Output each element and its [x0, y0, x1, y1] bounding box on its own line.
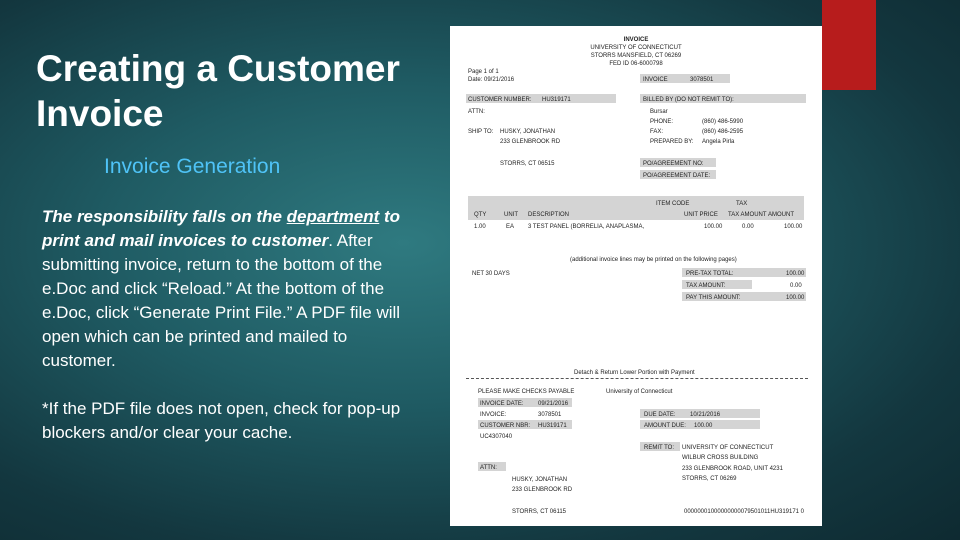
prepared-by: Angela Pirla: [702, 139, 735, 145]
invoice-header-title: INVOICE: [623, 37, 649, 43]
slide-subtitle: Invoice Generation: [104, 155, 281, 178]
col-unit: UNIT: [504, 212, 518, 218]
remit-to-label: REMIT TO:: [644, 445, 675, 451]
amount-due: 100.00: [694, 423, 713, 429]
body-paragraph-1: [42, 205, 402, 373]
invoice-label-2: INVOICE:: [480, 412, 507, 418]
remit-line-1: UNIVERSITY OF CONNECTICUT: [682, 445, 774, 451]
line-unit: EA: [506, 224, 515, 230]
col-item-code: ITEM CODE: [656, 201, 690, 207]
invoice-date: Date: 09/21/2016: [468, 77, 515, 83]
detach-line: [466, 378, 808, 379]
customer-number: HU319171: [542, 97, 571, 103]
po-agreement-label: PO/AGREEMENT NO:: [643, 161, 704, 167]
invoice-header-line2: STORRS MANSFIELD, CT 06269: [590, 53, 682, 59]
invoice-number-2: 3078501: [538, 412, 562, 418]
attn-address: 233 GLENBROOK RD: [512, 487, 573, 493]
amount-due-label: AMOUNT DUE:: [644, 423, 686, 429]
tax-amount: 0.00: [790, 283, 802, 289]
ship-to-name: HUSKY, JONATHAN: [500, 129, 556, 135]
col-description: DESCRIPTION: [528, 212, 570, 218]
invoice-header-line3: FED ID 06-6000798: [609, 61, 663, 67]
invoice-label: INVOICE: [643, 77, 668, 83]
slide-body: [42, 205, 402, 469]
payable-label: PLEASE MAKE CHECKS PAYABLE: [478, 389, 575, 395]
scan-line: 00000001000000000079501011HU319171 0: [684, 509, 805, 515]
pay-this-label: PAY THIS AMOUNT:: [686, 295, 741, 301]
italic-lead-2: to print and mail invoices to customer: [42, 207, 401, 250]
pre-tax-label: PRE-TAX TOTAL:: [686, 271, 734, 277]
italic-lead: The responsibility falls on the: [42, 207, 282, 226]
col-tax: TAX: [736, 201, 748, 207]
po-date-label: PO/AGREEMENT DATE:: [643, 173, 711, 179]
line-qty: 1.00: [474, 224, 486, 230]
col-qty: QTY: [474, 212, 487, 218]
fax-label: FAX:: [650, 129, 664, 135]
ship-to-city: STORRS, CT 06515: [500, 161, 555, 167]
invoice-page: Page 1 of 1: [468, 69, 499, 75]
invoice-number: 3078501: [690, 77, 714, 83]
invoice-document-image: [450, 26, 822, 526]
payable-to: University of Connecticut: [606, 389, 673, 395]
body-instructions: . After submitting invoice, return to the bottom of the e.Doc and click “Reload.” At the bottom of the e.Doc, click “Generate Print File.” A PDF file will open which can be printed and mailed to customer.: [42, 231, 401, 370]
line-tax-amount: 0.00: [742, 224, 754, 230]
attn-name: HUSKY, JONATHAN: [512, 477, 568, 483]
phone-label: PHONE:: [650, 119, 674, 125]
italic-department: department: [286, 207, 380, 226]
attn-label: ATTN:: [468, 109, 485, 115]
billed-by-label: BILLED BY (DO NOT REMIT TO):: [643, 97, 734, 103]
attn-label-2: ATTN:: [480, 465, 497, 471]
body-paragraph-2: *If the PDF file does not open, check for pop-up blockers and/or clear your cache.: [42, 399, 401, 442]
col-amount: AMOUNT: [768, 212, 794, 218]
pay-this-amount: 100.00: [786, 295, 805, 301]
due-date-label: DUE DATE:: [644, 412, 676, 418]
customer-extra: UC4307040: [480, 434, 513, 440]
prepared-by-label: PREPARED BY:: [650, 139, 694, 145]
remit-line-4: STORRS, CT 06269: [682, 476, 737, 482]
ship-to-address: 233 GLENBROOK RD: [500, 139, 561, 145]
slide-title: Creating a Customer Invoice: [36, 48, 400, 134]
customer-number-label: CUSTOMER NUMBER:: [468, 97, 532, 103]
invoice-date-label: INVOICE DATE:: [480, 401, 524, 407]
due-date: 10/21/2016: [690, 412, 721, 418]
billed-by-name: Bursar: [650, 109, 668, 115]
pre-tax-total: 100.00: [786, 271, 805, 277]
attn-city: STORRS, CT 06115: [512, 509, 567, 515]
line-unit-price: 100.00: [704, 224, 723, 230]
line-amount: 100.00: [784, 224, 803, 230]
col-tax-amount: TAX AMOUNT: [728, 212, 767, 218]
col-unit-price: UNIT PRICE: [684, 212, 718, 218]
payment-terms: NET 30 DAYS: [472, 271, 510, 277]
accent-tab: [822, 0, 876, 90]
fax: (860) 486-2595: [702, 129, 744, 135]
line-description: 3 TEST PANEL (BORRELIA, ANAPLASMA,: [528, 224, 645, 230]
customer-nbr-label: CUSTOMER NBR:: [480, 423, 531, 429]
ship-to-label: SHIP TO:: [468, 129, 494, 135]
customer-nbr: HU319171: [538, 423, 567, 429]
remit-line-2: WILBUR CROSS BUILDING: [682, 455, 759, 461]
phone: (860) 486-5990: [702, 119, 744, 125]
invoice-header-line1: UNIVERSITY OF CONNECTICUT: [590, 45, 682, 51]
detach-note: Detach & Return Lower Portion with Payment: [574, 370, 695, 376]
remit-line-3: 233 GLENBROOK ROAD, UNIT 4231: [682, 466, 783, 472]
invoice-date-value: 09/21/2016: [538, 401, 569, 407]
tax-amount-label: TAX AMOUNT:: [686, 283, 726, 289]
additional-lines-note: (additional invoice lines may be printed on the following pages): [570, 257, 737, 263]
